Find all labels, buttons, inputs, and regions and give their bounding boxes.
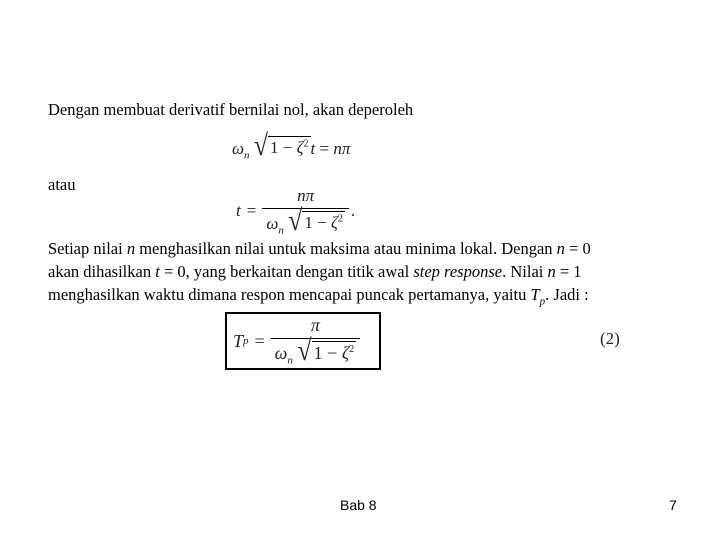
boxed-equation: T p = π $\omega_n$ √ $1 - \zeta^2$ — [225, 312, 381, 370]
atau-text: atau — [48, 175, 76, 194]
equation-2: t = nπ $\omega_n$ √ $1 - \zeta^2$ . — [236, 186, 356, 237]
paragraph-line-1: Setiap nilai n menghasilkan nilai untuk maksima atau minima lokal. Dengan n = 0 — [48, 239, 591, 258]
equation-1: $\omega_n$ √ $1 - \zeta^2$ t = nπ — [232, 128, 351, 162]
equation-number: (2) — [600, 329, 620, 348]
footer-chapter: Bab 8 — [340, 497, 377, 513]
page-number: 7 — [669, 497, 677, 513]
paragraph-line-2: akan dihasilkan t = 0, yang berkaitan dengan titik awal step response. Nilai n = 1 — [48, 262, 582, 281]
intro-text: Dengan membuat derivatif bernilai nol, akan deperoleh — [48, 100, 414, 119]
paragraph-line-3: menghasilkan waktu dimana respon mencapai puncak pertamanya, yaitu $T_p$. Jadi : — [48, 285, 589, 308]
sqrt-symbol: √ $1 - \zeta^2$ — [253, 128, 309, 162]
